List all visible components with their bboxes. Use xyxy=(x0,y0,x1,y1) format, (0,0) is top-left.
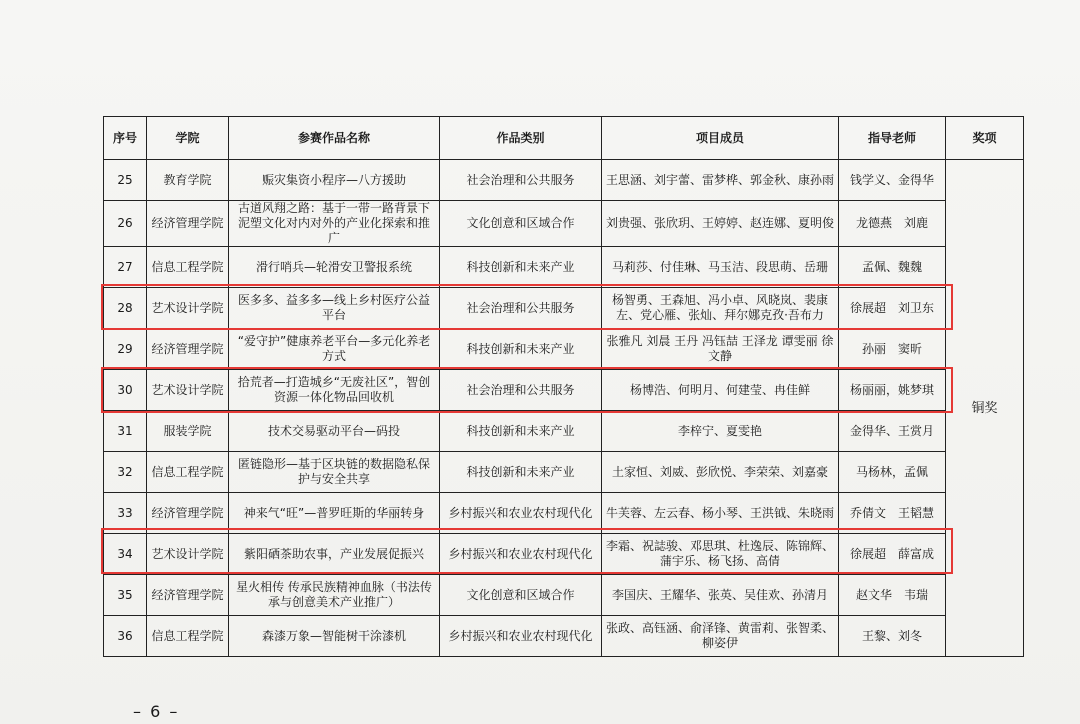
advisors-cell: 马杨林，孟佩 xyxy=(839,452,946,493)
college-cell: 信息工程学院 xyxy=(147,247,229,288)
row-number: 30 xyxy=(104,370,147,411)
row-number: 31 xyxy=(104,411,147,452)
college-cell: 经济管理学院 xyxy=(147,329,229,370)
table-row xyxy=(104,411,1024,452)
category-cell: 科技创新和未来产业 xyxy=(440,247,602,288)
row-number: 25 xyxy=(104,160,147,201)
category-cell: 科技创新和未来产业 xyxy=(440,452,602,493)
category-cell: 社会治理和公共服务 xyxy=(440,160,602,201)
row-number: 29 xyxy=(104,329,147,370)
advisors-cell: 王黎、刘冬 xyxy=(839,616,946,657)
table-row xyxy=(104,534,1024,575)
title-cell: 拾荒者—打造城乡“无废社区”，智创资源一体化物品回收机 xyxy=(229,370,440,411)
members-cell: 杨博浩、何明月、何建莹、冉佳鲜 xyxy=(602,370,839,411)
title-cell: 滑行哨兵—轮滑安卫警报系统 xyxy=(229,247,440,288)
college-cell: 服装学院 xyxy=(147,411,229,452)
header-cell: 序号 xyxy=(104,117,147,160)
table-row xyxy=(104,288,1024,329)
table-row xyxy=(104,329,1024,370)
advisors-cell: 金得华、王赏月 xyxy=(839,411,946,452)
title-cell: “爱守护”健康养老平台—多元化养老方式 xyxy=(229,329,440,370)
row-number: 35 xyxy=(104,575,147,616)
table-row xyxy=(104,452,1024,493)
advisors-cell: 徐展超 薛富成 xyxy=(839,534,946,575)
category-cell: 科技创新和未来产业 xyxy=(440,411,602,452)
members-cell: 杨智勇、王森旭、冯小卓、风晓岚、裴康左、党心雁、张灿、拜尔娜克孜·吾布力 xyxy=(602,288,839,329)
header-cell: 项目成员 xyxy=(602,117,839,160)
title-cell: 紫阳硒茶助农事，产业发展促振兴 xyxy=(229,534,440,575)
college-cell: 经济管理学院 xyxy=(147,201,229,247)
category-cell: 文化创意和区域合作 xyxy=(440,575,602,616)
advisors-cell: 龙德燕 刘鹿 xyxy=(839,201,946,247)
table-row xyxy=(104,370,1024,411)
members-cell: 土家恒、刘威、彭欣悦、李荣荣、刘嘉豪 xyxy=(602,452,839,493)
header-cell: 作品类别 xyxy=(440,117,602,160)
title-cell: 神来气“旺”—普罗旺斯的华丽转身 xyxy=(229,493,440,534)
advisors-cell: 钱学义、金得华 xyxy=(839,160,946,201)
awards-table xyxy=(103,116,1024,657)
title-cell: 匿链隐形—基于区块链的数据隐私保护与安全共享 xyxy=(229,452,440,493)
members-cell: 李霜、祝誌骏、邓思琪、杜逸辰、陈锦辉、蒲宇乐、杨飞扬、高倩 xyxy=(602,534,839,575)
advisors-cell: 孟佩、魏魏 xyxy=(839,247,946,288)
members-cell: 张政、高钰涵、俞泽锋、黄雷莉、张智柔、柳姿伊 xyxy=(602,616,839,657)
category-cell: 乡村振兴和农业农村现代化 xyxy=(440,616,602,657)
college-cell: 艺术设计学院 xyxy=(147,288,229,329)
table-row xyxy=(104,493,1024,534)
header-cell: 学院 xyxy=(147,117,229,160)
category-cell: 科技创新和未来产业 xyxy=(440,329,602,370)
members-cell: 张雅凡 刘晨 王丹 冯钰喆 王泽龙 谭雯丽 徐文静 xyxy=(602,329,839,370)
table-row xyxy=(104,616,1024,657)
category-cell: 社会治理和公共服务 xyxy=(440,370,602,411)
college-cell: 经济管理学院 xyxy=(147,575,229,616)
college-cell: 信息工程学院 xyxy=(147,452,229,493)
row-number: 27 xyxy=(104,247,147,288)
advisors-cell: 杨丽丽，姚梦琪 xyxy=(839,370,946,411)
college-cell: 信息工程学院 xyxy=(147,616,229,657)
members-cell: 牛芙蓉、左云春、杨小琴、王洪钺、朱晓雨 xyxy=(602,493,839,534)
college-cell: 经济管理学院 xyxy=(147,493,229,534)
advisors-cell: 赵文华 韦瑞 xyxy=(839,575,946,616)
title-cell: 技术交易驱动平台—码投 xyxy=(229,411,440,452)
row-number: 33 xyxy=(104,493,147,534)
row-number: 28 xyxy=(104,288,147,329)
category-cell: 乡村振兴和农业农村现代化 xyxy=(440,534,602,575)
members-cell: 马莉莎、付佳琳、马玉洁、段思萌、岳珊 xyxy=(602,247,839,288)
row-number: 32 xyxy=(104,452,147,493)
table-row xyxy=(104,247,1024,288)
header-cell: 指导老师 xyxy=(839,117,946,160)
members-cell: 刘贵强、张欣玥、王婷婷、赵连娜、夏明俊 xyxy=(602,201,839,247)
title-cell: 医多多、益多多—线上乡村医疗公益平台 xyxy=(229,288,440,329)
award-cell: 铜奖 xyxy=(946,160,1024,657)
members-cell: 李国庆、王耀华、张英、吴佳欢、孙清月 xyxy=(602,575,839,616)
header-cell: 参赛作品名称 xyxy=(229,117,440,160)
members-cell: 李梓宁、夏雯艳 xyxy=(602,411,839,452)
page-number: – 6 – xyxy=(133,702,180,721)
category-cell: 乡村振兴和农业农村现代化 xyxy=(440,493,602,534)
table-row xyxy=(104,575,1024,616)
title-cell: 古道风翔之路：基于一带一路背景下泥塑文化对内对外的产业化探索和推广 xyxy=(229,201,440,247)
row-number: 34 xyxy=(104,534,147,575)
title-cell: 星火相传 传承民族精神血脉（书法传承与创意美术产业推广） xyxy=(229,575,440,616)
college-cell: 教育学院 xyxy=(147,160,229,201)
table-header-row xyxy=(104,117,1024,160)
row-number: 36 xyxy=(104,616,147,657)
title-cell: 森漆万象—智能树干涂漆机 xyxy=(229,616,440,657)
table-row xyxy=(104,201,1024,247)
advisors-cell: 乔倩文 王韬慧 xyxy=(839,493,946,534)
advisors-cell: 孙丽 窦昕 xyxy=(839,329,946,370)
category-cell: 文化创意和区域合作 xyxy=(440,201,602,247)
header-cell: 奖项 xyxy=(946,117,1024,160)
row-number: 26 xyxy=(104,201,147,247)
category-cell: 社会治理和公共服务 xyxy=(440,288,602,329)
table-row xyxy=(104,160,1024,201)
advisors-cell: 徐展超 刘卫东 xyxy=(839,288,946,329)
members-cell: 王思涵、刘宇蕾、雷梦桦、郭金秋、康孙雨 xyxy=(602,160,839,201)
college-cell: 艺术设计学院 xyxy=(147,370,229,411)
title-cell: 赈灾集资小程序—八方援助 xyxy=(229,160,440,201)
college-cell: 艺术设计学院 xyxy=(147,534,229,575)
